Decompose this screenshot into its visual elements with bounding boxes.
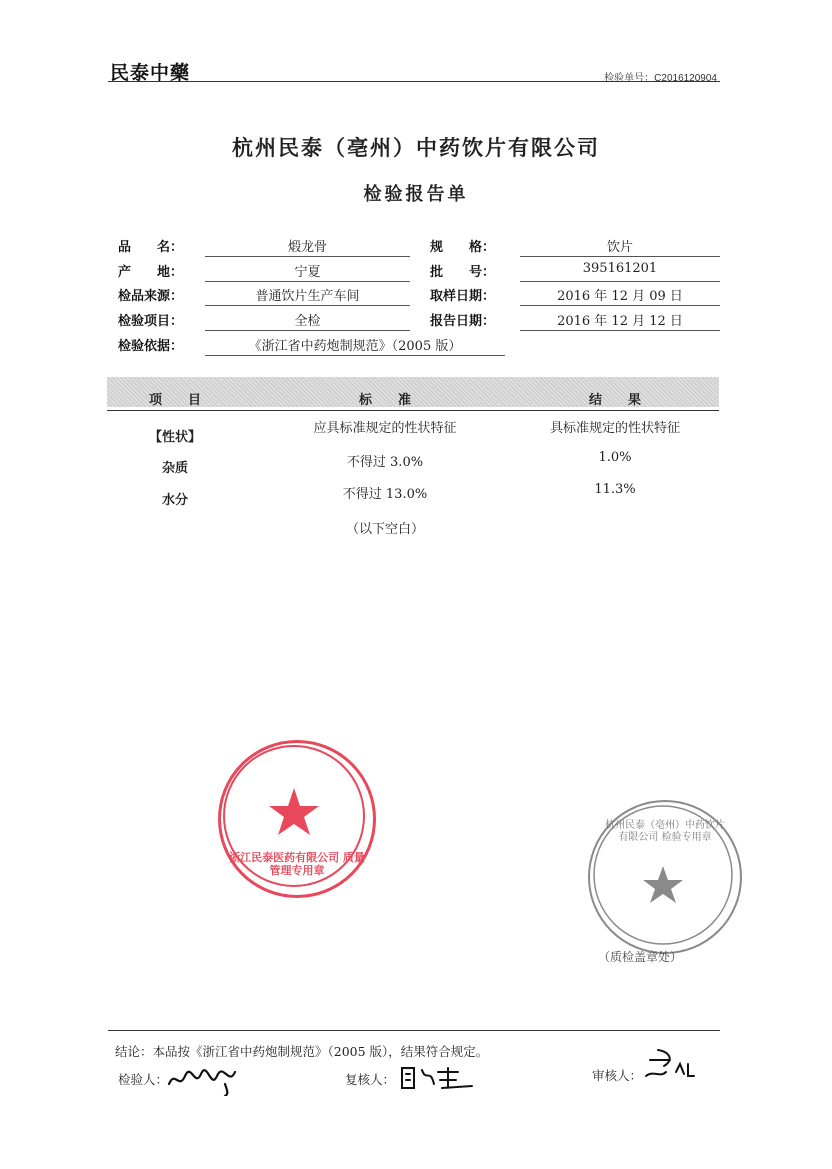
- origin-underline: [205, 281, 410, 282]
- report-date-underline: [520, 330, 720, 331]
- reviewer-label: 复核人：: [345, 1072, 396, 1087]
- sample-date-value: 2016 年 12 月 09 日: [557, 289, 683, 304]
- report-date-value: 2016 年 12 月 12 日: [557, 314, 683, 329]
- basis-label: 检验依据：: [118, 339, 184, 354]
- reviewer-signature: [398, 1062, 478, 1094]
- row-item: 杂质: [161, 461, 188, 476]
- source-underline: [205, 305, 410, 306]
- row-item: 【性状】: [148, 430, 201, 445]
- test-item-underline: [205, 330, 410, 331]
- batch-value: 395161201: [582, 261, 658, 276]
- source-label: 检品来源：: [118, 289, 184, 304]
- product-label: 品 名：: [118, 240, 184, 255]
- header-rule: [108, 81, 720, 82]
- test-item-value: 全检: [294, 314, 321, 329]
- inspection-seal-text: 杭州民泰（亳州）中药饮片有限公司 检验专用章: [605, 820, 725, 843]
- basis-underline: [205, 355, 505, 356]
- product-value: 煅龙骨: [287, 240, 327, 255]
- row-standard: 应具标准规定的性状特征: [313, 421, 457, 436]
- spec-label: 规 格：: [430, 240, 496, 255]
- report-number-value: C2016120904: [654, 73, 717, 84]
- origin-label: 产 地：: [118, 265, 184, 280]
- spec-value: 饮片: [606, 240, 633, 255]
- quality-seal-text: 浙江民泰医药有限公司 质量管理专用章: [229, 851, 365, 877]
- product-underline: [205, 256, 410, 257]
- source-value: 普通饮片生产车间: [255, 289, 360, 304]
- row-result: 1.0%: [598, 450, 632, 465]
- inspector-signature: [165, 1062, 245, 1096]
- approver-signature: [640, 1046, 700, 1086]
- row-standard: 不得过 3.0%: [346, 455, 424, 470]
- sample-date-label: 取样日期：: [430, 289, 496, 304]
- row-result: 11.3%: [594, 482, 636, 497]
- row-result: 具标准规定的性状特征: [549, 421, 680, 436]
- column-header-result: 结 果: [588, 393, 641, 408]
- conclusion: 结论：本品按《浙江省中药炮制规范》（2005 版），结果符合规定。: [115, 1044, 489, 1059]
- batch-underline: [520, 281, 720, 282]
- report-number-label: 检验单号：: [604, 73, 655, 84]
- company-name: 杭州民泰（亳州）中药饮片有限公司: [232, 136, 600, 160]
- inspection-seal: [588, 800, 742, 954]
- table-header-rule: [107, 410, 719, 411]
- approver-label: 审核人：: [592, 1068, 643, 1083]
- row-item: 水分: [161, 493, 188, 508]
- column-header-standard: 标 准: [358, 393, 411, 408]
- sample-date-underline: [520, 305, 720, 306]
- spec-underline: [520, 256, 720, 257]
- document-title: 检验报告单: [363, 184, 469, 205]
- origin-value: 宁夏: [294, 265, 321, 280]
- inspector-label: 检验人：: [118, 1072, 169, 1087]
- quality-seal: [218, 740, 376, 898]
- batch-label: 批 号：: [430, 265, 496, 280]
- row-standard: 不得过 13.0%: [342, 487, 428, 502]
- blank-note: （以下空白）: [345, 522, 424, 537]
- basis-value: 《浙江省中药炮制规范》（2005 版）: [248, 339, 462, 354]
- seal-caption: （质检盖章处）: [598, 950, 683, 964]
- footer-rule: [108, 1030, 720, 1031]
- report-date-label: 报告日期：: [430, 314, 496, 329]
- test-item-label: 检验项目：: [118, 314, 184, 329]
- company-logo: 民泰中藥: [110, 62, 191, 84]
- column-header-item: 项 目: [148, 393, 201, 408]
